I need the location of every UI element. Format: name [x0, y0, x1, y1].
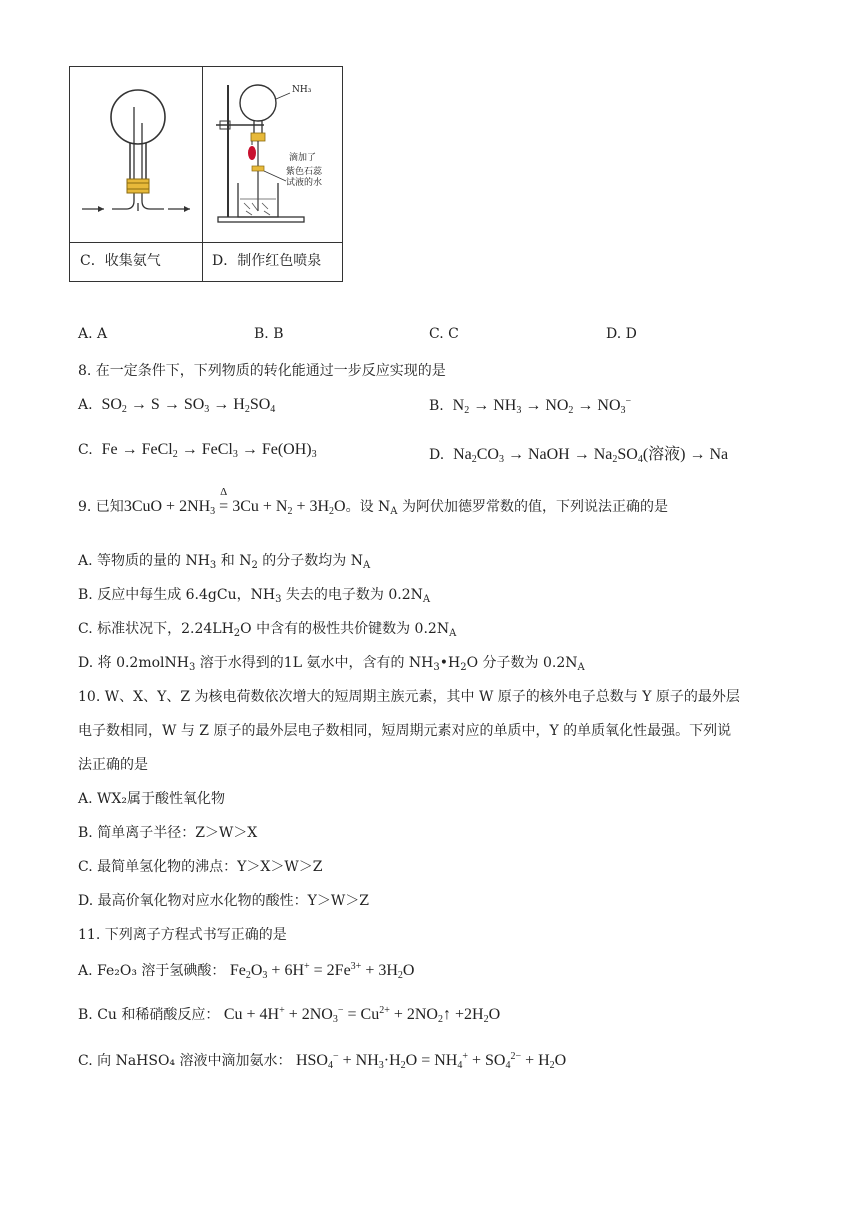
q8-option-a: A. $SO_2 \to S \to SO_3 \to H_2SO_4$ — [78, 396, 276, 415]
q9-option-c: C. 标准状况下，$2.24LH_2O$ 中含有的极性共价键数为 $0.2N_A$ — [78, 621, 457, 639]
figure-note-3: 试液的水 — [286, 178, 323, 188]
q7-option-a: A. A — [78, 326, 108, 342]
table-divider-vertical — [202, 67, 203, 281]
q11-option-a: A. Fe₂O₃ 溶于氢碘酸： $Fe_2O_3 + 6H^+ = 2Fe^{3+} + 3H_2O$ — [78, 961, 415, 981]
q11-option-b: B. Cu 和稀硝酸反应： $Cu + 4H^+ + 2NO_3^- = Cu^{2+}$ + $2NO_2↑ +2H_2O$ — [78, 1005, 501, 1025]
figure-collect-ammonia — [76, 73, 196, 235]
q8-option-b: B. $N_2 \to NH_3 \to NO_2 \to NO_3^-$ — [429, 396, 632, 416]
q8-option-c: C. Fe → FeCl$_2$ → FeCl$_3$ → $Fe(OH)_3$ — [78, 441, 317, 460]
q10-line-3: 法正确的是 — [78, 757, 148, 773]
q10-line-1: 10. W、X、Y、Z 为核电荷数依次增大的短周期主族元素，其中 W 原子的核外电子总数与 Y 原子的最外层 — [78, 689, 740, 705]
q9-stem: 9. 已知$3CuO + 2NH_3$ = Δ $3Cu + N_2 + 3H_2O$。设 $N_A$ 为阿伏加德罗常数的值，下列说法正确的是 — [78, 486, 668, 517]
q10-option-a: A. WX₂属于酸性氧化物 — [78, 791, 225, 807]
q8-option-d: D. $Na_2CO_3$ → NaOH → $Na_2SO_4$(溶液) → Na — [429, 446, 729, 465]
q11-option-c: C. 向 NaHSO₄ 溶液中滴加氨水： $HSO_4^- + NH_3\cdot H_2O = NH_4^+ + SO_4^{2-} + H_2O$ — [78, 1051, 567, 1071]
q10-option-c: C. 最简单氢化物的沸点：Y＞X＞W＞Z — [78, 859, 323, 875]
figure-red-fountain — [206, 71, 340, 237]
q8-stem: 8. 在一定条件下，下列物质的转化能通过一步反应实现的是 — [78, 363, 446, 379]
q10-option-d: D. 最高价氧化物对应水化物的酸性：Y＞W＞Z — [78, 893, 369, 909]
figure-note-1: 滴加了 — [289, 153, 317, 163]
q10-line-2: 电子数相同，W 与 Z 原子的最外层电子数相同，短周期元素对应的单质中，Y 的单质氧化性最强。下列说 — [78, 723, 732, 739]
q9-option-a: A. 等物质的量的 $NH_3$ 和 $N_2$ 的分子数均为 $N_A$ — [78, 553, 371, 571]
q11-stem: 11. 下列离子方程式书写正确的是 — [78, 927, 287, 943]
figure-nh3-label: NH₃ — [292, 85, 312, 95]
caption-c: C．收集氨气 — [80, 253, 161, 269]
q9-option-b: B. 反应中每生成 6.4gCu，$NH_3$ 失去的电子数为 $0.2N_A$ — [78, 587, 431, 605]
q10-option-b: B. 简单离子半径：Z＞W＞X — [78, 825, 258, 841]
q7-option-b: B. B — [254, 326, 284, 342]
table-divider-horizontal — [70, 242, 342, 243]
q9-option-d: D. 将 0.2molNH$_3$ 溶于水得到的1L 氨水中，含有的 $NH_3•H_2O$ 分子数为 $0.2N_A$ — [78, 655, 585, 673]
figure-note-2: 紫色石蕊 — [286, 167, 323, 177]
caption-d: D．制作红色喷泉 — [212, 253, 322, 269]
q7-option-c: C. C — [429, 326, 459, 342]
apparatus-table — [69, 66, 343, 282]
q7-option-d: D. D — [606, 326, 637, 342]
